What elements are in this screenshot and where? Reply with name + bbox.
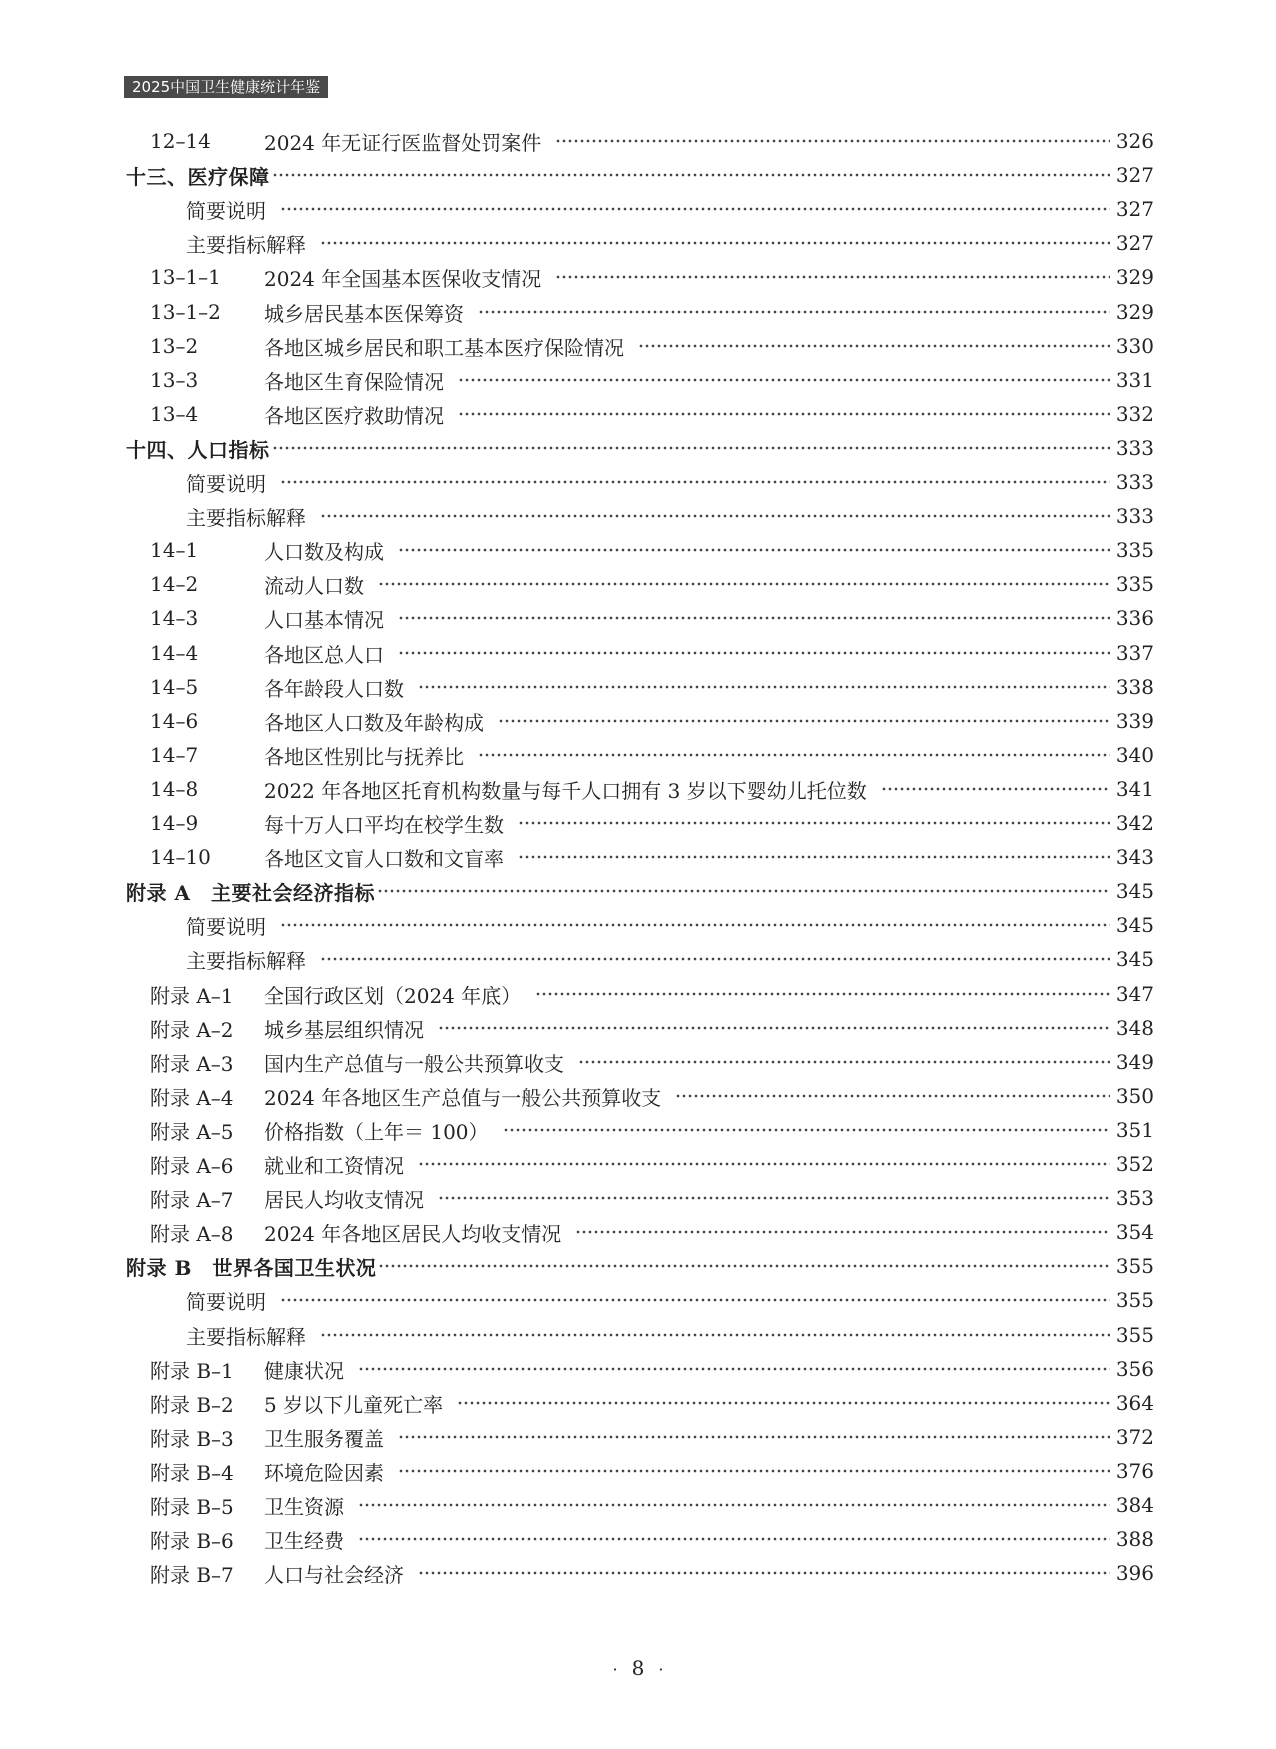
dot-leader <box>378 1264 1109 1268</box>
footer-bullet-left: · <box>612 1660 618 1679</box>
toc-entry-code: 14–7 <box>150 743 199 767</box>
dot-leader <box>518 821 1110 825</box>
toc-entry[interactable] <box>150 1045 1154 1079</box>
toc-entry-code: 附录 B–5 <box>150 1494 234 1519</box>
dot-leader <box>638 344 1110 348</box>
toc-entry-title: 主要指标解释 <box>186 505 306 530</box>
toc-entry[interactable] <box>150 806 1154 840</box>
toc-entry-code: 14–6 <box>150 709 199 733</box>
toc-entry[interactable] <box>150 840 1154 874</box>
toc-entry-title: 卫生资源 <box>264 1494 344 1519</box>
toc-entry[interactable] <box>150 397 1154 431</box>
toc-entry-code: 13–1–2 <box>150 300 221 324</box>
dot-leader <box>280 207 1110 211</box>
dot-leader <box>358 1503 1110 1507</box>
toc-entry-title: 环境危险因素 <box>264 1460 384 1485</box>
toc-entry-page: 355 <box>1115 1254 1154 1278</box>
toc-entry-code: 附录 A–2 <box>150 1017 234 1042</box>
toc-entry-page: 336 <box>1115 606 1154 630</box>
dot-leader <box>272 173 1110 177</box>
toc-entry-code: 14–4 <box>150 641 199 665</box>
dot-leader <box>280 1298 1110 1302</box>
dot-leader <box>398 616 1110 620</box>
toc-entry[interactable] <box>150 1386 1154 1420</box>
toc-entry[interactable] <box>126 874 1154 908</box>
toc-entry[interactable] <box>150 670 1154 704</box>
toc-entry-title: 全国行政区划（2024 年底） <box>264 983 522 1008</box>
toc-entry-page: 351 <box>1115 1118 1154 1142</box>
toc-entry-page: 364 <box>1115 1391 1154 1415</box>
toc-entry-code: 14–8 <box>150 777 199 801</box>
toc-entry-code: 14–2 <box>150 572 199 596</box>
toc-entry-title: 5 岁以下儿童死亡率 <box>264 1392 444 1417</box>
toc-entry-page: 345 <box>1115 947 1154 971</box>
toc-entry-code: 14–10 <box>150 845 211 869</box>
toc-entry-page: 345 <box>1115 913 1154 937</box>
dot-leader <box>320 241 1110 245</box>
toc-entry-title: 城乡基层组织情况 <box>264 1017 424 1042</box>
dot-leader <box>438 1196 1110 1200</box>
toc-entry[interactable] <box>150 1181 1154 1215</box>
toc-entry-code: 附录 A–7 <box>150 1187 234 1212</box>
toc-entry-page: 348 <box>1115 1016 1154 1040</box>
toc-section-title: 十四、人口指标 <box>126 437 270 462</box>
toc-entry-code: 14–3 <box>150 606 199 630</box>
toc-entry-title: 2024 年各地区居民人均收支情况 <box>264 1221 562 1246</box>
toc-entry-title: 城乡居民基本医保筹资 <box>264 301 464 326</box>
toc-entry-page: 327 <box>1115 197 1154 221</box>
toc-entry-code: 附录 B–1 <box>150 1358 234 1383</box>
toc-entry[interactable] <box>150 1488 1154 1522</box>
toc-entry-title: 2024 年各地区生产总值与一般公共预算收支 <box>264 1085 662 1110</box>
toc-entry-page: 342 <box>1115 811 1154 835</box>
dot-leader <box>498 719 1110 723</box>
toc-entry-code: 附录 A–5 <box>150 1119 234 1144</box>
toc-entry[interactable] <box>150 1113 1154 1147</box>
toc-entry[interactable] <box>150 1079 1154 1113</box>
toc-entry-page: 335 <box>1115 572 1154 596</box>
toc-entry[interactable] <box>150 738 1154 772</box>
toc-entry-page: 332 <box>1115 402 1154 426</box>
toc-entry-title: 卫生经费 <box>264 1528 344 1553</box>
toc-entry[interactable] <box>150 260 1154 294</box>
toc-entry-code: 14–1 <box>150 538 199 562</box>
toc-entry-page: 333 <box>1115 504 1154 528</box>
toc-entry[interactable] <box>150 1522 1154 1556</box>
toc-entry[interactable] <box>150 704 1154 738</box>
toc-entry-code: 13–1–1 <box>150 265 221 289</box>
dot-leader <box>378 582 1110 586</box>
toc-entry-code: 14–9 <box>150 811 199 835</box>
toc-entry[interactable] <box>150 1147 1154 1181</box>
toc-entry-title: 各地区城乡居民和职工基本医疗保险情况 <box>264 335 624 360</box>
toc-entry-title: 各地区文盲人口数和文盲率 <box>264 846 504 871</box>
toc-section-title: 附录 B 世界各国卫生状况 <box>126 1255 377 1280</box>
toc-entry-title: 人口基本情况 <box>264 607 384 632</box>
toc-entry-title: 各地区性别比与抚养比 <box>264 744 464 769</box>
toc-entry-page: 353 <box>1115 1186 1154 1210</box>
toc-entry-code: 13–4 <box>150 402 199 426</box>
dot-leader <box>478 753 1110 757</box>
toc-entry[interactable] <box>150 567 1154 601</box>
toc-entry-title: 卫生服务覆盖 <box>264 1426 384 1451</box>
toc-entry-page: 384 <box>1115 1493 1154 1517</box>
toc-entry[interactable] <box>126 158 1154 192</box>
toc-entry-code: 14–5 <box>150 675 199 699</box>
toc-entry-code: 附录 B–2 <box>150 1392 234 1417</box>
toc-entry-page: 355 <box>1115 1323 1154 1347</box>
toc-entry[interactable] <box>186 908 1154 942</box>
toc-entry-title: 每十万人口平均在校学生数 <box>264 812 504 837</box>
toc-entry[interactable] <box>186 1283 1154 1317</box>
dot-leader <box>458 378 1110 382</box>
dot-leader <box>518 855 1110 859</box>
toc-entry-title: 健康状况 <box>264 1358 344 1383</box>
toc-entry-title: 国内生产总值与一般公共预算收支 <box>264 1051 564 1076</box>
page-number: 8 <box>631 1656 645 1680</box>
toc-entry-title: 人口数及构成 <box>264 539 384 564</box>
dot-leader <box>438 1026 1110 1030</box>
toc-entry-code: 附录 B–4 <box>150 1460 234 1485</box>
toc-entry-page: 396 <box>1115 1561 1154 1585</box>
toc-entry[interactable] <box>150 363 1154 397</box>
toc-section-title: 十三、医疗保障 <box>126 164 270 189</box>
toc-entry-code: 附录 A–4 <box>150 1085 234 1110</box>
toc-entry[interactable] <box>150 1454 1154 1488</box>
toc-entry-page: 376 <box>1115 1459 1154 1483</box>
toc-entry[interactable] <box>150 1011 1154 1045</box>
toc-entry-page: 347 <box>1115 982 1154 1006</box>
toc-entry-code: 附录 B–6 <box>150 1528 234 1553</box>
toc-entry-code: 13–3 <box>150 368 199 392</box>
dot-leader <box>418 685 1110 689</box>
toc-entry-title: 流动人口数 <box>264 573 364 598</box>
toc-entry-title: 2022 年各地区托育机构数量与每千人口拥有 3 岁以下婴幼儿托位数 <box>264 778 867 803</box>
dot-leader <box>575 1230 1110 1234</box>
toc-entry-title: 简要说明 <box>186 198 266 223</box>
toc-entry[interactable] <box>126 431 1154 465</box>
toc-entry-title: 2024 年全国基本医保收支情况 <box>264 266 542 291</box>
toc-entry-page: 343 <box>1115 845 1154 869</box>
toc-entry-title: 简要说明 <box>186 471 266 496</box>
toc-entry-title: 简要说明 <box>186 1289 266 1314</box>
toc-entry-code: 附录 B–3 <box>150 1426 234 1451</box>
toc-entry-page: 349 <box>1115 1050 1154 1074</box>
footer-bullet-right: · <box>658 1660 664 1679</box>
toc-entry[interactable] <box>150 1556 1154 1590</box>
dot-leader <box>358 1537 1110 1541</box>
toc-entry[interactable] <box>186 192 1154 226</box>
toc-entry-code: 附录 A–6 <box>150 1153 234 1178</box>
toc-entry-title: 价格指数（上年＝ 100） <box>264 1119 489 1144</box>
dot-leader <box>358 1367 1110 1371</box>
dot-leader <box>881 787 1110 791</box>
toc-entry-page: 333 <box>1115 436 1154 460</box>
toc-entry-page: 327 <box>1115 231 1154 255</box>
dot-leader <box>377 889 1110 893</box>
dot-leader <box>418 1162 1110 1166</box>
toc-entry-page: 329 <box>1115 300 1154 324</box>
dot-leader <box>398 548 1110 552</box>
toc-entry-code: 附录 A–8 <box>150 1221 234 1246</box>
toc-entry[interactable] <box>186 942 1154 976</box>
toc-entry-title: 各地区生育保险情况 <box>264 369 444 394</box>
toc-entry[interactable] <box>150 1352 1154 1386</box>
toc-section-title: 附录 A 主要社会经济指标 <box>126 880 375 905</box>
toc-entry-title: 主要指标解释 <box>186 232 306 257</box>
dot-leader <box>555 139 1110 143</box>
toc-entry[interactable] <box>150 295 1154 329</box>
dot-leader <box>418 1571 1110 1575</box>
toc-entry[interactable] <box>150 977 1154 1011</box>
toc-entry[interactable] <box>150 772 1154 806</box>
dot-leader <box>280 480 1110 484</box>
dot-leader <box>478 310 1110 314</box>
toc-entry-code: 13–2 <box>150 334 199 358</box>
toc-entry-page: 350 <box>1115 1084 1154 1108</box>
toc-entry-title: 2024 年无证行医监督处罚案件 <box>264 130 542 155</box>
toc-entry-page: 330 <box>1115 334 1154 358</box>
toc-entry-page: 372 <box>1115 1425 1154 1449</box>
toc-entry-title: 各地区总人口 <box>264 642 384 667</box>
toc-entry-title: 居民人均收支情况 <box>264 1187 424 1212</box>
dot-leader <box>320 1333 1110 1337</box>
toc-entry[interactable] <box>186 465 1154 499</box>
toc-entry-title: 简要说明 <box>186 914 266 939</box>
toc-entry[interactable] <box>150 533 1154 567</box>
running-header: 2025中国卫生健康统计年鉴 <box>124 76 328 98</box>
toc-entry-code: 附录 A–3 <box>150 1051 234 1076</box>
toc-entry-code: 附录 B–7 <box>150 1562 234 1587</box>
dot-leader <box>272 446 1110 450</box>
dot-leader <box>675 1094 1110 1098</box>
toc-entry[interactable] <box>150 1215 1154 1249</box>
toc-entry[interactable] <box>150 636 1154 670</box>
toc-entry-title: 主要指标解释 <box>186 1324 306 1349</box>
toc-entry-title: 主要指标解释 <box>186 948 306 973</box>
toc-entry-page: 331 <box>1115 368 1154 392</box>
toc-entry-code: 12–14 <box>150 129 211 153</box>
toc-entry-page: 337 <box>1115 641 1154 665</box>
toc-entry[interactable] <box>150 329 1154 363</box>
dot-leader <box>503 1128 1110 1132</box>
toc-entry-page: 329 <box>1115 265 1154 289</box>
toc-entry-title: 各地区人口数及年龄构成 <box>264 710 484 735</box>
toc-entry-page: 326 <box>1115 129 1154 153</box>
dot-leader <box>457 1401 1110 1405</box>
toc-entry-page: 340 <box>1115 743 1154 767</box>
toc-entry-page: 388 <box>1115 1527 1154 1551</box>
toc-entry-title: 人口与社会经济 <box>264 1562 404 1587</box>
toc-entry-page: 345 <box>1115 879 1154 903</box>
toc-entry-page: 352 <box>1115 1152 1154 1176</box>
dot-leader <box>578 1060 1110 1064</box>
dot-leader <box>320 957 1110 961</box>
toc-entry[interactable] <box>186 226 1154 260</box>
toc-entry-title: 各地区医疗救助情况 <box>264 403 444 428</box>
toc-entry[interactable] <box>150 124 1154 158</box>
dot-leader <box>280 923 1110 927</box>
toc-entry[interactable] <box>186 1318 1154 1352</box>
toc-entry-page: 327 <box>1115 163 1154 187</box>
toc-entry-page: 354 <box>1115 1220 1154 1244</box>
dot-leader <box>398 651 1110 655</box>
dot-leader <box>398 1469 1110 1473</box>
toc-entry-page: 355 <box>1115 1288 1154 1312</box>
toc-entry-page: 356 <box>1115 1357 1154 1381</box>
toc-entry[interactable] <box>126 1249 1154 1283</box>
page-footer <box>0 1656 1276 1680</box>
toc-entry-page: 339 <box>1115 709 1154 733</box>
dot-leader <box>320 514 1110 518</box>
dot-leader <box>398 1435 1110 1439</box>
dot-leader <box>555 275 1110 279</box>
dot-leader <box>535 992 1110 996</box>
toc-entry-page: 341 <box>1115 777 1154 801</box>
toc-entry-page: 338 <box>1115 675 1154 699</box>
toc-entry[interactable] <box>186 499 1154 533</box>
toc-entry-code: 附录 A–1 <box>150 983 234 1008</box>
dot-leader <box>458 412 1110 416</box>
toc-entry[interactable] <box>150 601 1154 635</box>
toc-entry[interactable] <box>150 1420 1154 1454</box>
toc-entry-title: 就业和工资情况 <box>264 1153 404 1178</box>
toc-entry-page: 335 <box>1115 538 1154 562</box>
toc-entry-page: 333 <box>1115 470 1154 494</box>
toc-entry-title: 各年龄段人口数 <box>264 676 404 701</box>
